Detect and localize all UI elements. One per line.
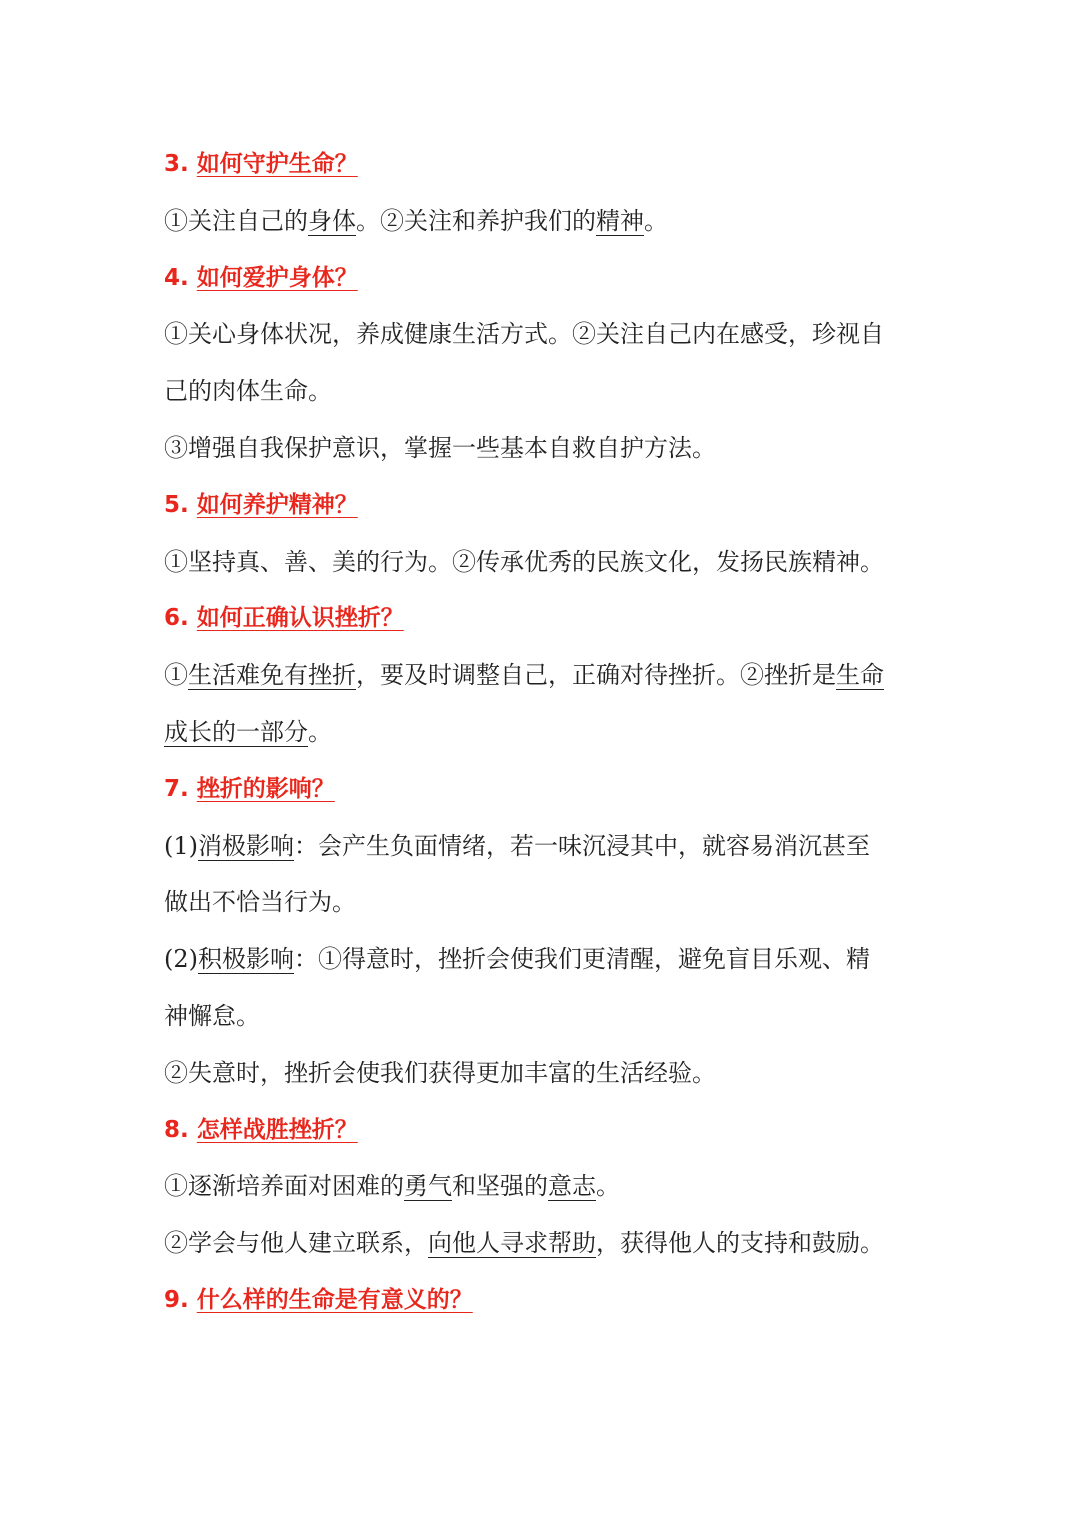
section-4 bbox=[164, 250, 934, 477]
section-6 bbox=[164, 590, 934, 760]
answer-text: ①关心身体状况，养成健康生活方式。②关注自己内在感受，珍视自 bbox=[164, 320, 884, 349]
answer-text: ：会产生负面情绪，若一味沉浸其中，就容易消沉甚至 bbox=[294, 831, 870, 860]
question-number: 6. bbox=[164, 605, 189, 632]
question-title: 如何守护生命？ bbox=[196, 151, 358, 177]
question-heading bbox=[164, 590, 934, 647]
answer-text: (1) bbox=[164, 831, 198, 860]
key-phrase: 生活难免有挫折 bbox=[188, 661, 356, 690]
answer-text: ①坚持真、善、美的行为。②传承优秀的民族文化，发扬民族精神。 bbox=[164, 547, 884, 576]
key-phrase: 身体 bbox=[308, 206, 356, 235]
answer-text: ①关注自己的 bbox=[164, 206, 308, 235]
answer-text: 。 bbox=[596, 1172, 620, 1201]
key-phrase: 意志 bbox=[548, 1172, 596, 1201]
question-heading bbox=[164, 1102, 934, 1159]
answer-text: 。 bbox=[308, 717, 332, 746]
question-heading bbox=[164, 136, 934, 193]
section-3 bbox=[164, 136, 934, 250]
question-number: 3. bbox=[164, 151, 189, 177]
answer-text: 。②关注和养护我们的 bbox=[356, 206, 596, 235]
key-phrase: 消极影响 bbox=[198, 831, 294, 860]
answer-line bbox=[164, 874, 934, 931]
key-phrase: 成长的一部分 bbox=[164, 717, 308, 746]
answer-line bbox=[164, 306, 934, 363]
answer-line bbox=[164, 363, 934, 420]
answer-text: ，获得他人的支持和鼓励。 bbox=[596, 1229, 884, 1258]
answer-text: 己的肉体生命。 bbox=[164, 377, 332, 406]
question-title: 挫折的影响？ bbox=[196, 775, 335, 802]
answer-text: ②学会与他人建立联系， bbox=[164, 1229, 428, 1258]
answer-text: ，要及时调整自己，正确对待挫折。②挫折是 bbox=[356, 661, 836, 690]
question-title: 如何正确认识挫折？ bbox=[196, 605, 404, 632]
answer-line bbox=[164, 818, 934, 875]
answer-line bbox=[164, 1215, 934, 1272]
question-title: 如何爱护身体？ bbox=[196, 264, 358, 291]
question-heading bbox=[164, 1272, 934, 1329]
section-5 bbox=[164, 477, 934, 591]
question-title: 如何养护精神？ bbox=[196, 491, 358, 518]
key-phrase: 向他人寻求帮助 bbox=[428, 1229, 596, 1258]
answer-text: 。 bbox=[644, 206, 668, 235]
section-9 bbox=[164, 1272, 934, 1329]
answer-text: 神懈怠。 bbox=[164, 1001, 260, 1030]
key-phrase: 生命 bbox=[836, 661, 884, 690]
key-phrase: 积极影响 bbox=[198, 945, 294, 974]
answer-text: 和坚强的 bbox=[452, 1172, 548, 1201]
answer-line bbox=[164, 647, 934, 704]
question-number: 8. bbox=[164, 1116, 189, 1143]
answer-line bbox=[164, 931, 934, 988]
answer-line bbox=[164, 420, 934, 477]
answer-line bbox=[164, 534, 934, 591]
question-number: 7. bbox=[164, 775, 189, 802]
section-7 bbox=[164, 761, 934, 1102]
key-phrase: 精神 bbox=[596, 206, 644, 235]
section-8 bbox=[164, 1102, 934, 1272]
answer-text: 做出不恰当行为。 bbox=[164, 888, 356, 917]
answer-line bbox=[164, 704, 934, 761]
question-title: 怎样战胜挫折？ bbox=[196, 1116, 358, 1143]
answer-line bbox=[164, 1158, 934, 1215]
answer-line bbox=[164, 988, 934, 1045]
question-number: 5. bbox=[164, 491, 189, 518]
document-body bbox=[164, 136, 934, 1329]
question-heading bbox=[164, 477, 934, 534]
answer-text: ：①得意时，挫折会使我们更清醒，避免盲目乐观、精 bbox=[294, 945, 870, 974]
answer-text: (2) bbox=[164, 945, 198, 974]
answer-text: ① bbox=[164, 661, 188, 690]
answer-line bbox=[164, 1045, 934, 1102]
question-number: 9. bbox=[164, 1286, 189, 1313]
answer-text: ③增强自我保护意识，掌握一些基本自救自护方法。 bbox=[164, 433, 716, 462]
answer-line bbox=[164, 193, 934, 250]
question-number: 4. bbox=[164, 264, 189, 291]
key-phrase: 勇气 bbox=[404, 1172, 452, 1201]
question-heading bbox=[164, 250, 934, 307]
question-title: 什么样的生命是有意义的？ bbox=[196, 1286, 473, 1313]
answer-text: ②失意时，挫折会使我们获得更加丰富的生活经验。 bbox=[164, 1058, 716, 1087]
question-heading bbox=[164, 761, 934, 818]
answer-text: ①逐渐培养面对困难的 bbox=[164, 1172, 404, 1201]
